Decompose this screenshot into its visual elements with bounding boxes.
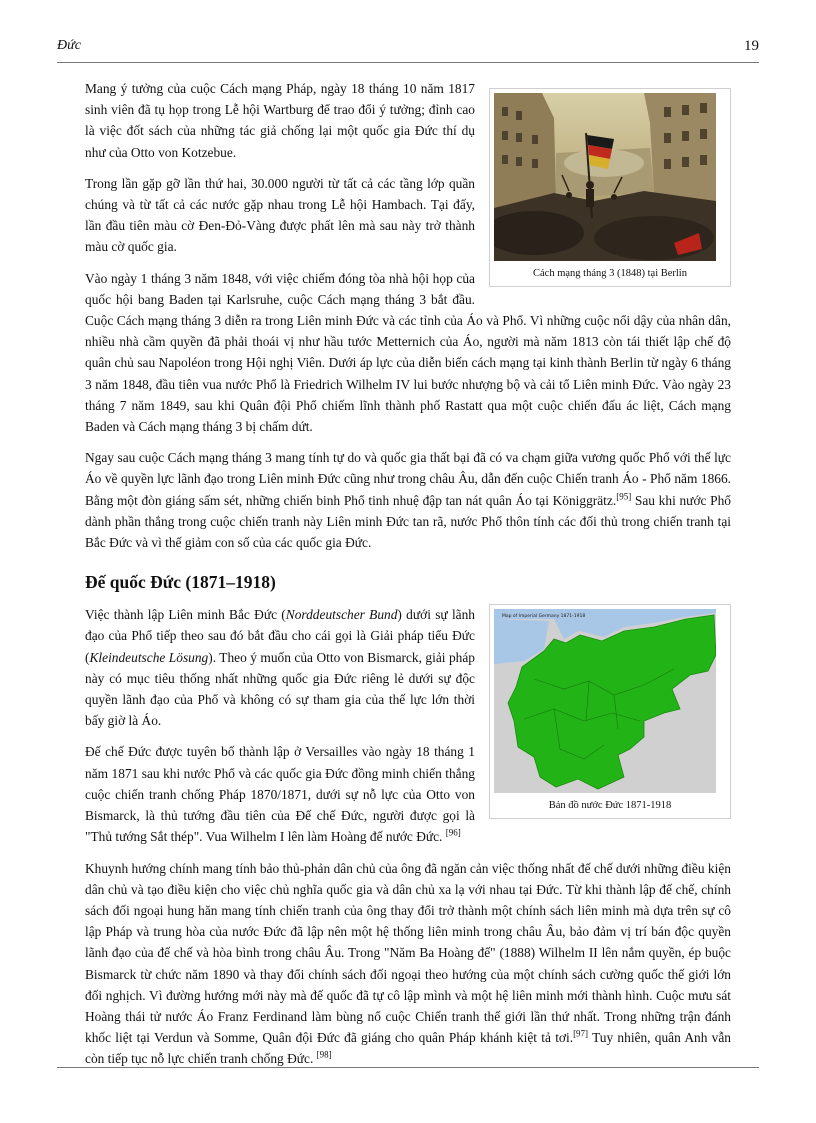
paragraph-text: Đế chế Đức được tuyên bố thành lập ở Versailles vào ngày 18 tháng 1 năm 1871 sau khi nước Phổ và các quốc gia Đức đồng minh chiến thắng cuộc chiến tranh chống Pháp 1870/1871, dưới sự nỗ lực của Otto von Bismarck, là thủ tướng đầu tiên của Đế chế Đức, người được gọi là "Thủ tướng Sắt thép". Vua Wilhelm I lên làm Hoàng đế nước Đức.: [85, 744, 475, 845]
figure-revolution: [489, 88, 731, 287]
running-title: Đức: [57, 38, 81, 53]
paragraph-text: ) dưới sự lãnh đạo của Phổ tiếp theo sau đó bắt đầu cho cái gọi là Giải pháp tiểu Đức (: [85, 607, 476, 665]
header-rule: [57, 62, 759, 63]
paragraph: [85, 447, 731, 553]
paragraph-text: Sau khi nước Phổ dành phần thắng trong cuộc chiến tranh này Liên minh Đức tan rã, nước Phổ thôn tính các đối thủ trong chiến tranh tại Bắc Đức và vì thế giảm con số của các quốc gia Đức.: [85, 492, 731, 551]
paragraph: [85, 858, 731, 1070]
footer-rule: [57, 1067, 759, 1068]
paragraph-text: Khuynh hướng chính mang tính bảo thủ-phản dân chủ của ông đã ngăn cản việc thống nhất đế chế dưới những điều kiện dân chủ và tạo điều kiện cho việc chủ nghĩa quốc gia và dân chủ xa lạ với nhau tại Đức. Từ khi thành lập đế chế, chính sách đối ngoại hung hăn mang tính chiến tranh của ông thay đổi trở thành một chính sách liên minh mà dựa trên sự cô lập Pháp và trung hòa của nước Đức đã lập nên một hệ thống liên minh trong châu Âu, bảo đảm vị trí bán độc quyền lãnh đạo của đế chế và hòa bình trong châu Âu. Trong "Năm Ba Hoàng đế" (1888) Wilhelm II lên nắm quyền, ép buộc Bismarck từ chức năm 1890 và thay đổi chính sách đối ngoại theo hướng của một chính sách cường quốc thế giới lớn đối nghịch. Vì đường hướng mới này mà đế quốc đã tự cô lập mình và một hệ liên minh mới thành hình. Cuộc mưu sát Hoàng thái tử nước Áo Franz Ferdinand làm bùng nổ cuộc Chiến tranh thế giới lần thứ nhất. Trong những trận đánh khốc liệt tại Verdun và Somme, Quân đội Đức đã giáng cho quân Pháp khánh kiệt tả tơi.: [85, 860, 731, 1046]
paragraph-text: Tuy nhiên, quân Anh vẫn còn tiếp tục nỗ lực chiến tranh chống Đức.: [85, 1030, 731, 1067]
map-title: Map of Imperial Germany 1871-1918: [502, 614, 586, 620]
citation-96[interactable]: [96]: [445, 827, 461, 838]
paragraph-text: Việc thành lập Liên minh Bắc Đức (: [85, 607, 286, 623]
paragraph-text: Ngay sau cuộc Cách mạng tháng 3 mang tính tự do và quốc gia thất bại đã có va chạm giữa vương quốc Phổ với thế lực Áo về quyền lực lãnh đạo trong Liên minh Đức cũng như trong châu Âu, dẫn đến cuộc Chiến tranh Áo - Phổ năm 1866. Bằng một đòn giáng sấm sét, những chiến binh Phổ tinh nhuệ đập tan nát quân Áo tại Königgrätz.: [85, 450, 731, 508]
painting-berlin-revolution-icon: [494, 93, 716, 261]
figure-map: [489, 604, 731, 819]
page-number: 19: [744, 38, 759, 54]
running-header: [57, 38, 759, 60]
figure-caption-revolution: Cách mạng tháng 3 (1848) tại Berlin: [533, 268, 687, 279]
article-body: [85, 78, 731, 1080]
figure-caption-map: Bản đồ nước Đức 1871-1918: [548, 800, 672, 812]
section-heading: Đế quốc Đức (1871–1918): [85, 572, 276, 593]
map-imperial-germany-icon: [494, 609, 716, 793]
citation-95[interactable]: [95]: [616, 491, 632, 502]
paragraph: Mang ý tưởng của cuộc Cách mạng Pháp, ngày 18 tháng 10 năm 1817 sinh viên đã tụ họp trong Lễ hội Wartburg để trao đổi ý tưởng; đỉnh cao là việc đốt sách của những tác giả chống lại một quốc gia Đức thí dụ như của Otto von Kotzebue.: [85, 81, 475, 160]
term-norddeutscher-bund: Norddeutscher Bund: [285, 607, 398, 623]
paragraph-text: ). Theo ý muốn của Otto von Bismarck, giải pháp này có mục tiêu thống nhất những quốc gia Đức riêng lẻ dưới sự độc quyền lãnh đạo của Phổ và không có sự tham gia của thế lực lớn thời bấy giờ là Áo.: [85, 649, 476, 729]
citation-97[interactable]: [97]: [573, 1028, 589, 1039]
paragraph: Vào ngày 1 tháng 3 năm 1848, với việc chiếm đóng tòa nhà hội họp của quốc hội bang Baden tại Karlsruhe, cuộc Cách mạng tháng 3 bắt đầu. Cuộc Cách mạng tháng 3 diễn ra trong Liên minh Đức và các tỉnh của Áo và Phổ. Vì những cuộc nổi dậy của nhân dân, nhiều nhà cầm quyền đã phải thoái vị như hầu tước Metternich của Áo, người mà năm 1813 còn tái thiết lập chế độ quân chủ sau Napoléon trong Hội nghị Viên. Dưới áp lực của diễn biến cách mạng tại kinh thành Berlin từ ngày 6 tháng 3 năm 1848, đầu tiên vua nước Phổ là Friedrich Wilhelm IV lui bước nhượng bộ và cải tổ Liên minh Đức. Vào ngày 23 tháng 7 năm 1849, sau khi Quân đội Phổ chiếm lĩnh thành phố Rastatt qua một cuộc chiến đấu ác liệt, Cách mạng Baden và Cách mạng tháng 3 bị chấm dứt.: [85, 270, 731, 435]
citation-98[interactable]: [98]: [316, 1049, 332, 1060]
term-kleindeutsche-losung: Kleindeutsche Lösung: [89, 649, 209, 665]
paragraph: Trong lần gặp gỡ lần thứ hai, 30.000 người từ tất cả các tầng lớp quần chúng và từ tất cả các nước gặp nhau trong Lễ hội Hambach. Tại đấy, lần đầu tiên màu cờ Đen-Đỏ-Vàng được phất lên mà sau này trở thành màu cờ quốc gia.: [85, 175, 475, 255]
